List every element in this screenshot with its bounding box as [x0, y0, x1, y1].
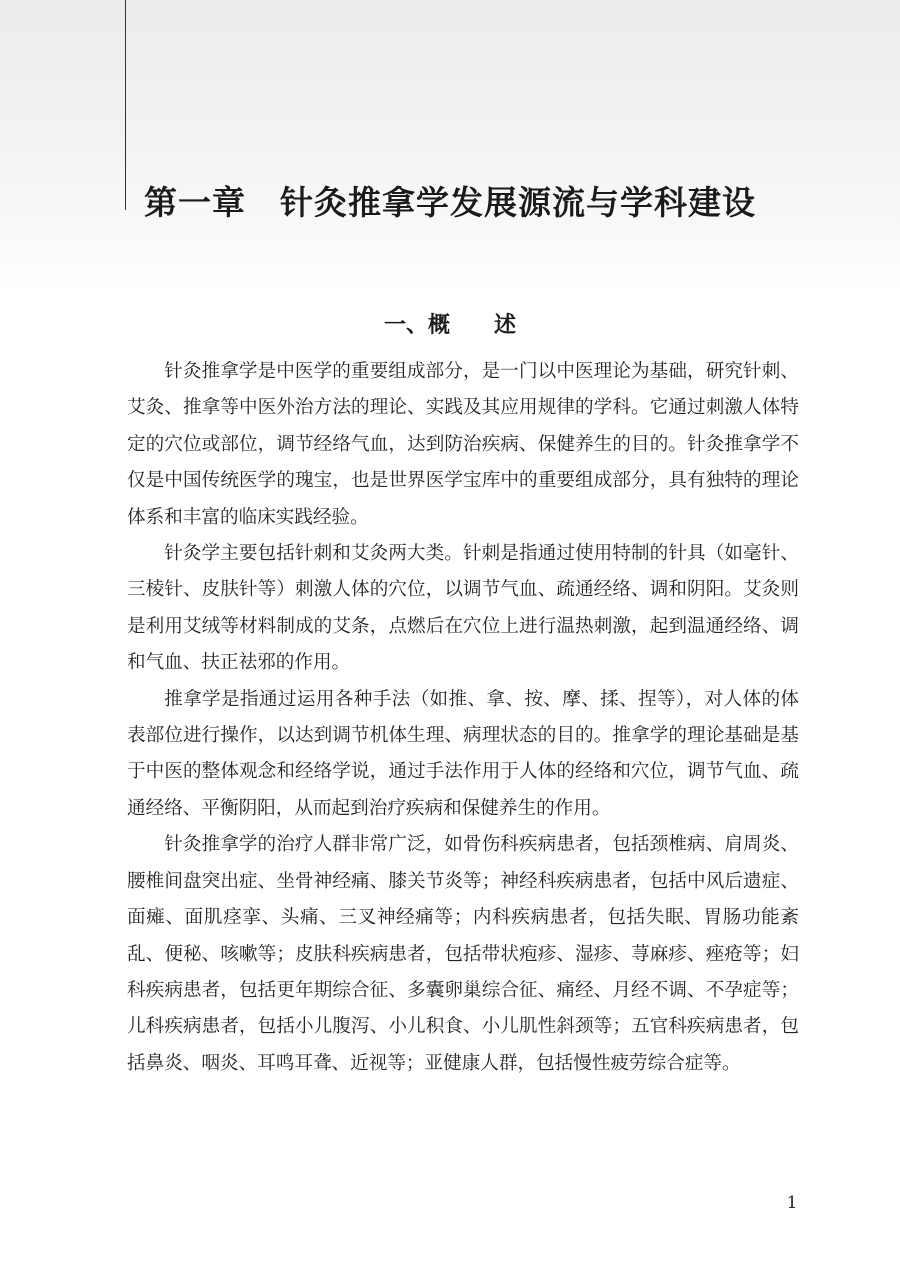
section-title: 述 — [494, 313, 517, 338]
paragraph-massage: 推拿学是指通过运用各种手法（如推、拿、按、摩、揉、捏等），对人体的体表部位进行操作，以达到调节机体生理、病理状态的目的。推拿学的理论基础是基于中医的整体观念和经络学说，通过手法作用于人体的经络和穴位，调节气血、疏通经络、平衡阴阳，从而起到治疗疾病和保健养生的作用。 — [127, 688, 799, 819]
body-text — [127, 354, 799, 1082]
chapter-title — [0, 178, 900, 228]
section-heading — [0, 309, 900, 343]
paragraph-overview: 针灸推拿学是中医学的重要组成部分，是一门以中医理论为基础，研究针刺、艾灸、推拿等中医外治方法的理论、实践及其应用规律的学科。它通过刺激人体特定的穴位或部位，调节经络气血，达到防治疾病、保健养生的目的。针灸推拿学不仅是中国传统医学的瑰宝，也是世界医学宝库中的重要组成部分，具有独特的理论体系和丰富的临床实践经验。 — [127, 361, 799, 528]
paragraph-patient-groups: 针灸推拿学的治疗人群非常广泛，如骨伤科疾病患者，包括颈椎病、肩周炎、腰椎间盘突出症、坐骨神经痛、膝关节炎等；神经科疾病患者，包括中风后遗症、面瘫、面肌痉挛、头痛、三叉神经痛等；内科疾病患者，包括失眠、胃肠功能紊乱、便秘、咳嗽等；皮肤科疾病患者，包括带状疱疹、湿疹、荨麻疹、痤疮等；妇科疾病患者，包括更年期综合征、多囊卵巢综合征、痛经、月经不调、不孕症等；儿科疾病患者，包括小儿腹泻、小儿积食、小儿肌性斜颈等；五官科疾病患者，包括鼻炎、咽炎、耳鸣耳聋、近视等；亚健康人群，包括慢性疲劳综合症等。 — [127, 834, 799, 1074]
header-background — [0, 0, 900, 290]
chapter-label: 第一章 — [144, 183, 246, 222]
section-number: 一、概 — [383, 313, 450, 338]
page-number: 1 — [786, 1193, 798, 1213]
chapter-name: 针灸推拿学发展源流与学科建设 — [280, 183, 756, 222]
paragraph-acupuncture: 针灸学主要包括针刺和艾灸两大类。针刺是指通过使用特制的针具（如毫针、三棱针、皮肤针等）刺激人体的穴位，以调节气血、疏通经络、调和阴阳。艾灸则是利用艾绒等材料制成的艾条，点燃后在穴位上进行温热刺激，起到温通经络、调和气血、扶正祛邪的作用。 — [127, 543, 799, 674]
